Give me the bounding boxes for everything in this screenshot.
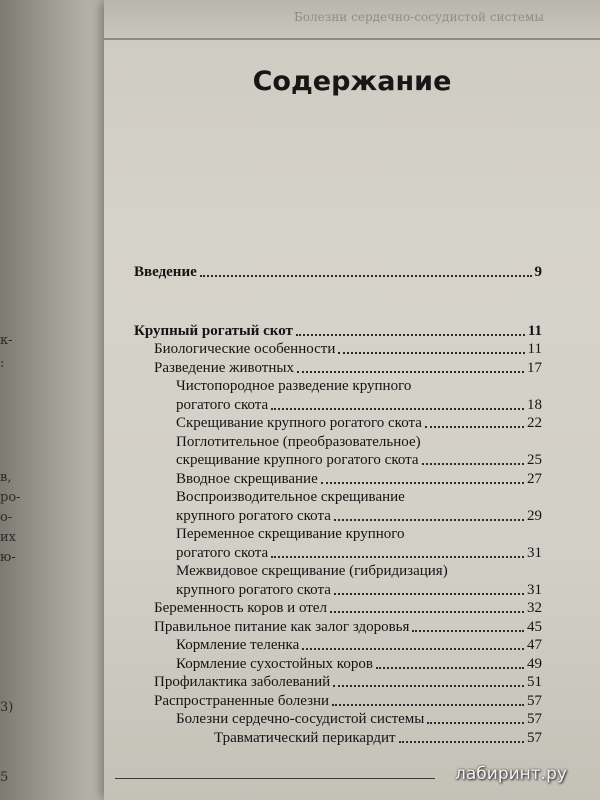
book-page: [104, 0, 600, 800]
toc-dot-leader: [332, 704, 524, 706]
toc-page-number: 29: [527, 507, 542, 524]
toc-page-number: 9: [534, 264, 542, 280]
toc-entry-title: Беременность коров и отел: [154, 600, 327, 616]
toc-entry: [134, 323, 542, 340]
toc-dot-leader: [334, 519, 524, 521]
toc-dot-leader: [422, 463, 524, 465]
toc-entry-title: Правильное питание как залог здоровья: [154, 618, 410, 635]
toc-page-number: 32: [527, 600, 542, 616]
toc-entry: [134, 264, 542, 281]
toc-entry-title: Травматический перикардит: [214, 729, 396, 746]
left-page-fragment: 3): [0, 700, 14, 715]
toc-entry-title: Кормление сухостойных коров: [176, 655, 373, 672]
toc-entry-title: Введение: [134, 264, 197, 280]
toc-page-number: 47: [527, 637, 542, 653]
toc-page-number: 51: [527, 674, 542, 690]
toc-page-number: 25: [527, 452, 542, 468]
toc-entry-line: Поглотительное (преобразовательное): [176, 433, 421, 450]
toc-dot-leader: [333, 685, 524, 687]
left-page-fragment: 5: [0, 770, 9, 785]
toc-dot-leader: [376, 667, 524, 669]
toc-page-number: 31: [527, 544, 542, 561]
toc-page-number: 27: [527, 470, 542, 487]
toc-page-number: 17: [527, 359, 542, 376]
toc-entry-line: Чистопородное разведение крупного: [176, 378, 412, 394]
toc-dot-leader: [297, 371, 524, 373]
toc-entry: [176, 415, 542, 432]
toc-entry: [176, 582, 542, 599]
left-page-fragment: о-: [0, 510, 13, 525]
toc-dot-leader: [200, 275, 532, 277]
toc-entry: [176, 545, 542, 562]
toc-entry: [154, 600, 542, 617]
left-page-fragment: :: [0, 356, 5, 371]
toc-entry-line: Переменное скрещивание крупного: [176, 526, 405, 542]
left-page-fragment: ю-: [0, 550, 16, 565]
toc-dot-leader: [296, 334, 525, 336]
toc-entry-title: Кормление теленка: [176, 637, 300, 653]
toc-entry-title: крупного рогатого скота: [176, 581, 331, 598]
toc-entry: [154, 360, 542, 377]
toc-page-number: 57: [527, 711, 542, 727]
toc-entry-line: Воспроизводительное скрещивание: [176, 489, 405, 505]
left-page-fragment: к-: [0, 333, 13, 348]
toc-entry-title: Скрещивание крупного рогатого скота: [176, 415, 422, 431]
toc-dot-leader: [321, 482, 524, 484]
toc-entry-title: крупного рогатого скота: [176, 507, 331, 524]
toc-page-number: 57: [527, 692, 542, 709]
left-page-fragment: их: [0, 530, 16, 545]
toc-entry: [176, 711, 542, 728]
footer-rule: [115, 778, 435, 779]
page-header-strip: [104, 0, 600, 40]
toc-dot-leader: [334, 593, 524, 595]
left-page-fragment: ро-: [0, 490, 21, 505]
toc-page-number: 22: [527, 415, 542, 431]
toc-entry-title: рогатого скота: [176, 396, 269, 413]
toc-entry: [154, 619, 542, 636]
toc-entry: [176, 397, 542, 414]
toc-page-number: 57: [527, 729, 542, 746]
toc-entry-title: Профилактика заболеваний: [154, 674, 331, 690]
toc-dot-leader: [427, 722, 524, 724]
toc-dot-leader: [338, 352, 524, 354]
toc-entry: [176, 471, 542, 488]
toc-page-number: 45: [527, 618, 542, 635]
toc-entry: [154, 674, 542, 691]
toc-page-number: 49: [527, 655, 542, 672]
page-title: Содержание: [252, 66, 452, 97]
toc-entry-title: Болезни сердечно-сосудистой системы: [176, 711, 425, 727]
toc-page-number: 11: [527, 341, 542, 357]
toc-entry: [154, 341, 542, 358]
toc-page-number: 18: [527, 396, 542, 413]
toc-entry: [176, 637, 542, 654]
toc-entry: [176, 508, 542, 525]
watermark-logo: лабиринт.ру: [455, 764, 567, 784]
toc-entry-title: Биологические особенности: [154, 341, 336, 357]
toc-entry-title: Разведение животных: [154, 359, 294, 376]
toc-page-number: 31: [527, 581, 542, 598]
toc-dot-leader: [271, 408, 524, 410]
running-title: Болезни сердечно-сосудистой системы: [294, 10, 544, 24]
toc-entry-title: Вводное скрещивание: [176, 470, 318, 487]
left-page-edge: [0, 0, 112, 800]
toc-entry: [154, 693, 542, 710]
toc-entry-title: рогатого скота: [176, 544, 269, 561]
toc-dot-leader: [425, 426, 524, 428]
toc-entry: [214, 730, 542, 747]
toc-entry-title: скрещивание крупного рогатого скота: [176, 452, 419, 468]
toc-entry-title: Распространенные болезни: [154, 692, 330, 709]
toc-dot-leader: [330, 611, 524, 613]
toc-dot-leader: [399, 741, 524, 743]
left-page-fragment: в,: [0, 470, 12, 485]
toc-page-number: 11: [527, 322, 542, 339]
toc-dot-leader: [302, 648, 524, 650]
toc-entry-title: Крупный рогатый скот: [134, 322, 293, 339]
toc-entry-line: Межвидовое скрещивание (гибридизация): [176, 563, 448, 579]
toc-dot-leader: [412, 630, 524, 632]
toc-entry: [176, 656, 542, 673]
toc-entry: [176, 452, 542, 469]
toc-dot-leader: [271, 556, 524, 558]
